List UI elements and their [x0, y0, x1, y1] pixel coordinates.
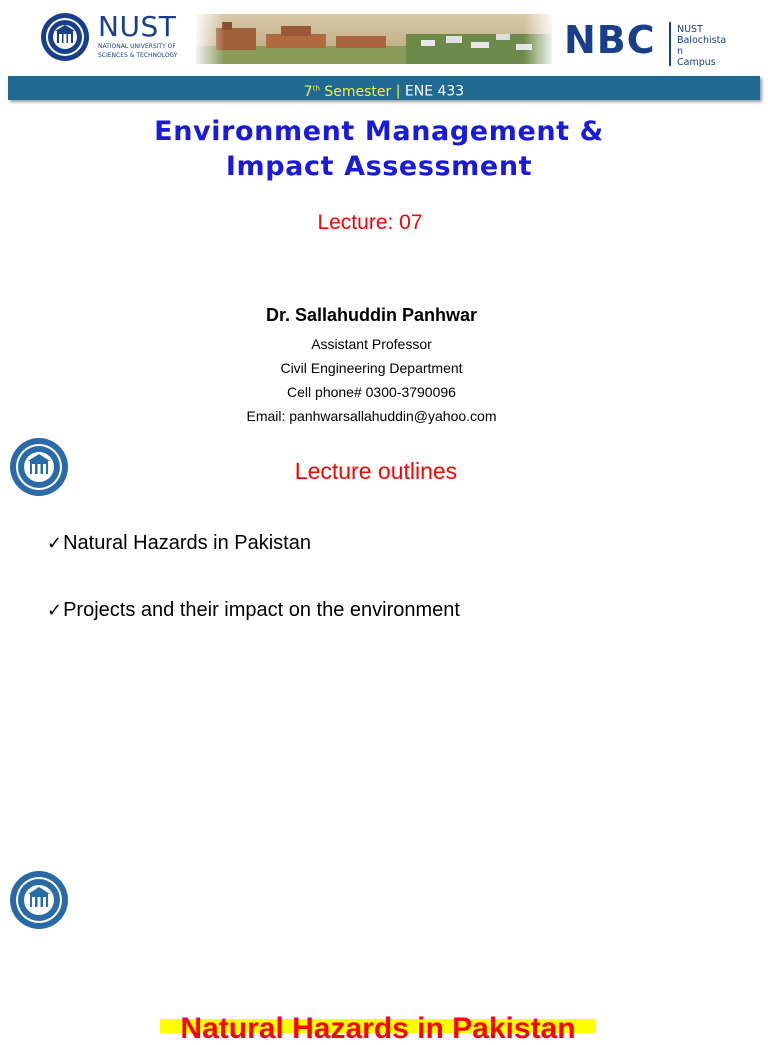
semester-word: Semester: [319, 83, 392, 100]
nust-subtitle-line1: NATIONAL UNIVERSITY OF: [98, 43, 176, 50]
slide-title-line2: Impact Assessment: [225, 151, 533, 182]
author-email: Email: panhwarsallahuddin@yahoo.com: [246, 408, 497, 424]
semester-separator: |: [391, 83, 405, 100]
author-info: [0, 332, 743, 428]
next-slide-heading: Natural Hazards in Pakistan: [180, 1012, 576, 1045]
header: [0, 0, 768, 76]
nbc-subtitle-line1: NUST: [677, 24, 703, 35]
outline-item-text: Projects and their impact on the environment: [63, 599, 460, 621]
nust-seal-icon: [9, 870, 69, 930]
author-phone: Cell phone# 0300-3790096: [287, 384, 456, 400]
lecture-number: Lecture: 07: [317, 211, 423, 234]
outline-title: Lecture outlines: [294, 458, 458, 484]
nbc-subtitle-line2: Balochista: [677, 35, 727, 46]
nbc-wordmark: NBC: [564, 18, 656, 62]
nust-name: NUST: [98, 10, 177, 43]
semester-number: 7: [303, 83, 313, 100]
nust-subtitle-line2: SCIENCES & TECHNOLOGY: [98, 52, 178, 59]
nbc-subtitle-line3: n: [677, 46, 684, 57]
semester-label: [304, 84, 391, 100]
nbc-divider: [669, 22, 671, 66]
outline-item-text: Natural Hazards in Pakistan: [63, 532, 311, 554]
campus-banner-image: [196, 14, 552, 64]
semester-suffix: th: [312, 84, 320, 92]
outline-item: [47, 530, 311, 557]
outline-item: [47, 597, 460, 624]
author-name: Dr. Sallahuddin Panhwar: [265, 305, 478, 325]
author-position: Assistant Professor: [311, 336, 432, 352]
check-icon: ✓: [47, 600, 63, 621]
slide-title-line1: Environment Management &: [154, 116, 604, 147]
nust-seal-icon: [40, 12, 90, 62]
nust-wordmark: [98, 10, 178, 59]
semester-bar: [8, 76, 760, 100]
slide-title: [0, 114, 758, 184]
course-code: ENE 433: [404, 83, 465, 100]
author-department: Civil Engineering Department: [280, 360, 463, 376]
check-icon: ✓: [47, 533, 63, 554]
nbc-subtitle-line4: Campus: [677, 57, 716, 68]
nbc-subtitle: [677, 24, 726, 68]
